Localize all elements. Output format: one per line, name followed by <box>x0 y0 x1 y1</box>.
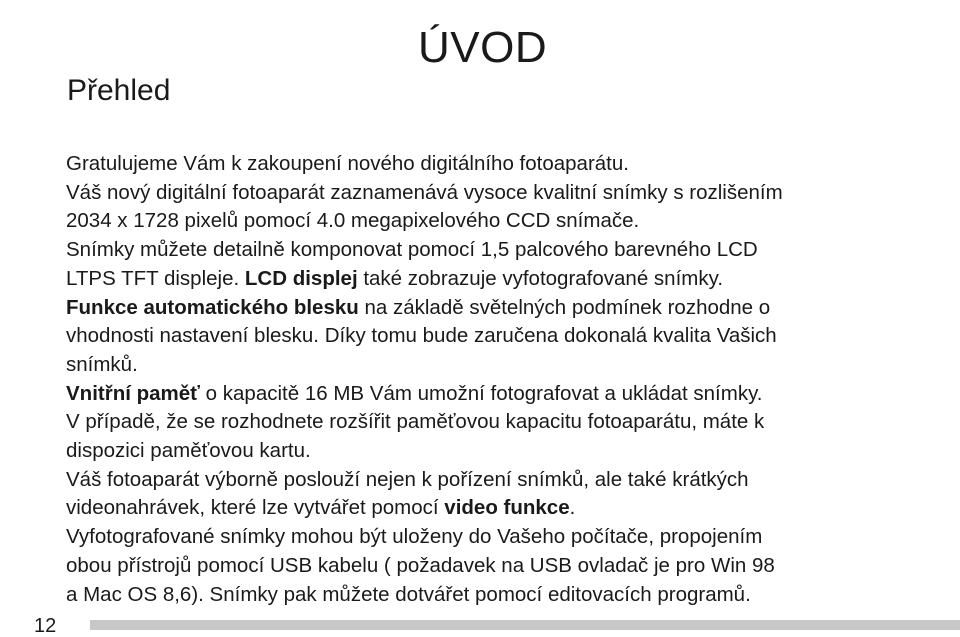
text-line: Gratulujeme Vám k zakoupení nového digitálního fotoaparátu. <box>66 152 629 175</box>
text-line: V případě, že se rozhodnete rozšířit paměťovou kapacitu fotoaparátu, máte k <box>66 410 765 434</box>
emphasis: video funkce <box>444 496 570 520</box>
text-line: videonahrávek, které lze vytvářet pomocí video funkce. <box>66 496 576 520</box>
text-line: Vyfotografované snímky mohou být uloženy do Vašeho počítače, propojením <box>66 525 763 549</box>
text-line: vhodnosti nastavení blesku. Díky tomu bude zaručena dokonalá kvalita Vašich <box>66 324 777 348</box>
text-line: snímků. <box>66 352 138 376</box>
page-number: 12 <box>34 615 57 637</box>
section-heading: Přehled <box>67 74 171 107</box>
emphasis: Vnitřní paměť <box>66 381 200 405</box>
text-line: obou přístrojů pomocí USB kabelu ( požadavek na USB ovladač je pro Win 98 <box>66 553 775 577</box>
text-line: LTPS TFT displeje. LCD displej také zobrazuje vyfotografované snímky. <box>66 266 724 290</box>
text-line: Vnitřní paměť o kapacitě 16 MB Vám umožní fotografovat a ukládat snímky. <box>66 381 763 405</box>
text-line: a Mac OS 8,6). Snímky pak můžete dotvářet pomocí editovacích programů. <box>66 582 751 606</box>
text-line: dispozici paměťovou kartu. <box>66 439 311 463</box>
text-line: 2034 x 1728 pixelů pomocí 4.0 megapixelového CCD snímače. <box>66 209 640 233</box>
emphasis: LCD displej <box>244 266 358 290</box>
text-line: Váš nový digitální fotoaparát zaznamenává vysoce kvalitní snímky s rozlišením <box>66 180 783 204</box>
text-line: Snímky můžete detailně komponovat pomocí 1,5 palcového barevného LCD <box>66 238 758 262</box>
text-line: Váš fotoaparát výborně poslouží nejen k pořízení snímků, ale také krátkých <box>66 467 749 491</box>
text-line: Funkce automatického blesku na základě světelných podmínek rozhodne o <box>66 295 771 319</box>
footer-bar <box>90 620 960 630</box>
body-text <box>66 150 946 609</box>
page-title: ÚVOD <box>418 23 548 72</box>
emphasis: Funkce automatického blesku <box>66 295 359 319</box>
